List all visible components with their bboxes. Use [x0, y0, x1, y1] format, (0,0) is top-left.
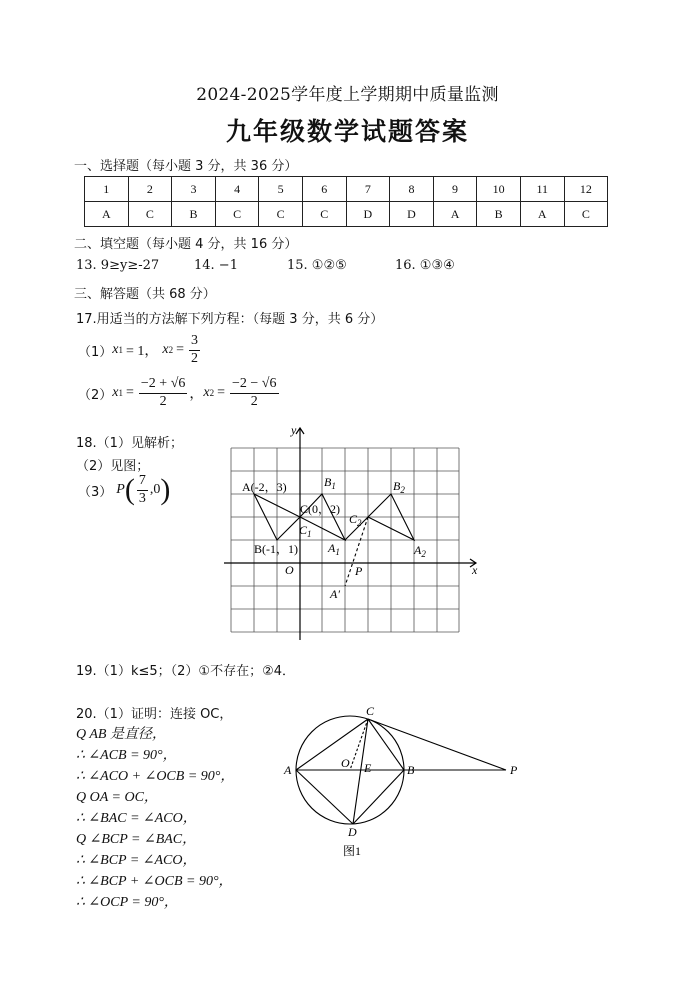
point-b-label: B	[407, 763, 415, 777]
label-letter: A	[414, 543, 422, 557]
table-cell: 9	[433, 177, 477, 202]
table-cell: 11	[520, 177, 564, 202]
numerator: −2 + √6	[139, 376, 187, 393]
point-a-label: A	[284, 763, 292, 777]
subscript: 1	[118, 345, 123, 355]
table-cell: C	[215, 202, 259, 227]
q19-answer: 19.（1）k≤5；（2）①不存在；②4．	[76, 664, 295, 679]
table-cell: 1	[85, 177, 129, 202]
label-subscript: 2	[357, 518, 362, 528]
proof-line: Q ∠BCP = ∠BAC，	[76, 832, 197, 847]
var-x: x	[203, 385, 210, 400]
exam-title: 2024-2025学年度上学期期中质量监测	[196, 85, 499, 105]
proof-line: ∴ ∠BAC = ∠ACO，	[76, 811, 197, 826]
part-label: （3）	[78, 484, 113, 500]
point-a-label: A(-2，3)	[242, 480, 287, 494]
table-cell: 2	[128, 177, 172, 202]
axes	[224, 428, 476, 640]
table-cell: 5	[259, 177, 303, 202]
var-x: x	[162, 342, 169, 357]
x-label: x	[472, 563, 478, 577]
origin-label: O	[285, 563, 294, 577]
answer-13: 13. 9≥y≥-27	[76, 258, 160, 273]
answer-14: 14. −1	[194, 258, 238, 273]
y-label: y	[291, 423, 297, 437]
label-subscript: 1	[335, 547, 340, 557]
label-letter: A	[328, 541, 336, 555]
table-cell: 12	[564, 177, 608, 202]
table-cell: 7	[346, 177, 390, 202]
point-o-label: O	[341, 756, 350, 770]
q18-part3	[78, 470, 170, 510]
table-row-answers	[85, 202, 608, 227]
subscript: 2	[209, 388, 215, 398]
value-x1: = 1，	[126, 344, 159, 359]
q17-part2	[78, 373, 281, 413]
proof-line: ∴ ∠BCP + ∠OCB = 90°，	[76, 874, 233, 889]
point-aprime-label: A′	[330, 587, 340, 601]
label-letter: B	[393, 479, 401, 493]
label-letter: C	[349, 512, 358, 526]
circle-figure	[280, 705, 530, 860]
q18-part1: 18.（1）见解析；	[76, 436, 183, 451]
comma: ，	[189, 387, 204, 402]
point-p-label: P	[510, 763, 518, 777]
section-solve-heading: 三、解答题（共 68 分）	[74, 287, 216, 302]
answer-16: 16. ①③④	[395, 258, 455, 273]
choice-answer-table	[84, 176, 608, 227]
part-label: （2）	[78, 387, 113, 403]
equals-sign: =	[217, 385, 226, 400]
var-x: x	[112, 342, 119, 357]
proof-line: ∴ ∠BCP = ∠ACO，	[76, 853, 197, 868]
answer-15: 15. ①②⑤	[287, 258, 347, 273]
point-p-label: P	[355, 564, 363, 578]
numerator: 7	[137, 473, 148, 490]
table-cell: 3	[172, 177, 216, 202]
equals-sign: =	[176, 342, 185, 357]
figure-caption: 图1	[343, 844, 362, 858]
table-cell: 4	[215, 177, 259, 202]
circle-labels	[283, 705, 518, 839]
point-b2-label	[393, 479, 405, 495]
label-subscript: 2	[400, 485, 405, 495]
point-c-label: C(0，2)	[300, 502, 340, 516]
label-subscript: 1	[307, 529, 312, 539]
proof-line: ∴ ∠ACO + ∠OCB = 90°，	[76, 769, 235, 784]
chord-ac	[296, 719, 368, 770]
tangent-cp	[368, 719, 506, 770]
q17-intro: 17.用适当的方法解下列方程：（每题 3 分，共 6 分）	[76, 312, 384, 327]
denominator: 2	[159, 393, 167, 409]
chord-cb	[368, 719, 404, 770]
fraction-root1	[139, 376, 187, 409]
point-a1-label	[327, 541, 340, 557]
right-paren: )	[160, 473, 171, 506]
table-cell: C	[302, 202, 346, 227]
label-subscript: 1	[331, 481, 336, 491]
table-cell: B	[477, 202, 521, 227]
label-subscript: 2	[421, 549, 426, 559]
table-cell: B	[172, 202, 216, 227]
circle-geometry	[296, 716, 506, 824]
table-cell: D	[346, 202, 390, 227]
left-paren: (	[124, 473, 135, 506]
proof-line: Q OA = OC，	[76, 790, 158, 805]
part-label: （1）	[78, 344, 113, 360]
denominator: 2	[191, 350, 199, 366]
answer-key-title: 九年级数学试题答案	[225, 117, 469, 146]
q17-part1	[78, 333, 202, 367]
point-c1-label	[299, 523, 312, 539]
chord-ad	[296, 770, 353, 824]
table-cell: C	[564, 202, 608, 227]
point-e-label: E	[364, 761, 372, 775]
fraction-root2	[230, 376, 278, 409]
point-b1-label	[324, 475, 336, 491]
numerator: 3	[189, 333, 200, 350]
table-cell: 6	[302, 177, 346, 202]
table-cell: 10	[477, 177, 521, 202]
fraction-3-2	[189, 333, 200, 366]
subscript: 2	[168, 345, 174, 355]
q18-part2: （2）见图；	[76, 459, 150, 474]
point-b-label: B(-1，1)	[254, 542, 298, 556]
numerator: −2 − √6	[230, 376, 278, 393]
proof-line: ∴ ∠ACB = 90°，	[76, 748, 177, 763]
proof-line: 20.（1）证明：连接 OC，	[76, 707, 233, 722]
table-cell: 8	[390, 177, 434, 202]
table-cell: A	[433, 202, 477, 227]
table-cell: C	[259, 202, 303, 227]
section-choice-heading: 一、选择题（每小题 3 分，共 36 分）	[74, 159, 298, 174]
point-a2-label	[413, 543, 426, 559]
denominator: 3	[138, 490, 146, 506]
proof-line: Q AB 是直径，	[76, 727, 166, 742]
subscript: 1	[118, 388, 123, 398]
label-letter: C	[299, 523, 308, 537]
denominator: 2	[250, 393, 258, 409]
proof-line: ∴ ∠OCP = 90°，	[76, 895, 178, 910]
point-c2-label	[349, 512, 362, 528]
coordinate-grid-figure	[220, 420, 490, 650]
table-cell: A	[85, 202, 129, 227]
table-cell: A	[520, 202, 564, 227]
fraction-7-3	[137, 473, 148, 506]
equals-sign: =	[126, 385, 134, 400]
point-c-label: C	[366, 705, 375, 718]
point-p-label: P	[116, 482, 125, 497]
table-cell: C	[128, 202, 172, 227]
label-letter: B	[324, 475, 332, 489]
table-row-numbers	[85, 177, 608, 202]
table-cell: D	[390, 202, 434, 227]
section-fill-heading: 二、填空题（每小题 4 分，共 16 分）	[74, 237, 298, 252]
var-x: x	[112, 385, 119, 400]
coordinate-tail: ,0	[149, 482, 161, 497]
point-d-label: D	[348, 825, 357, 839]
